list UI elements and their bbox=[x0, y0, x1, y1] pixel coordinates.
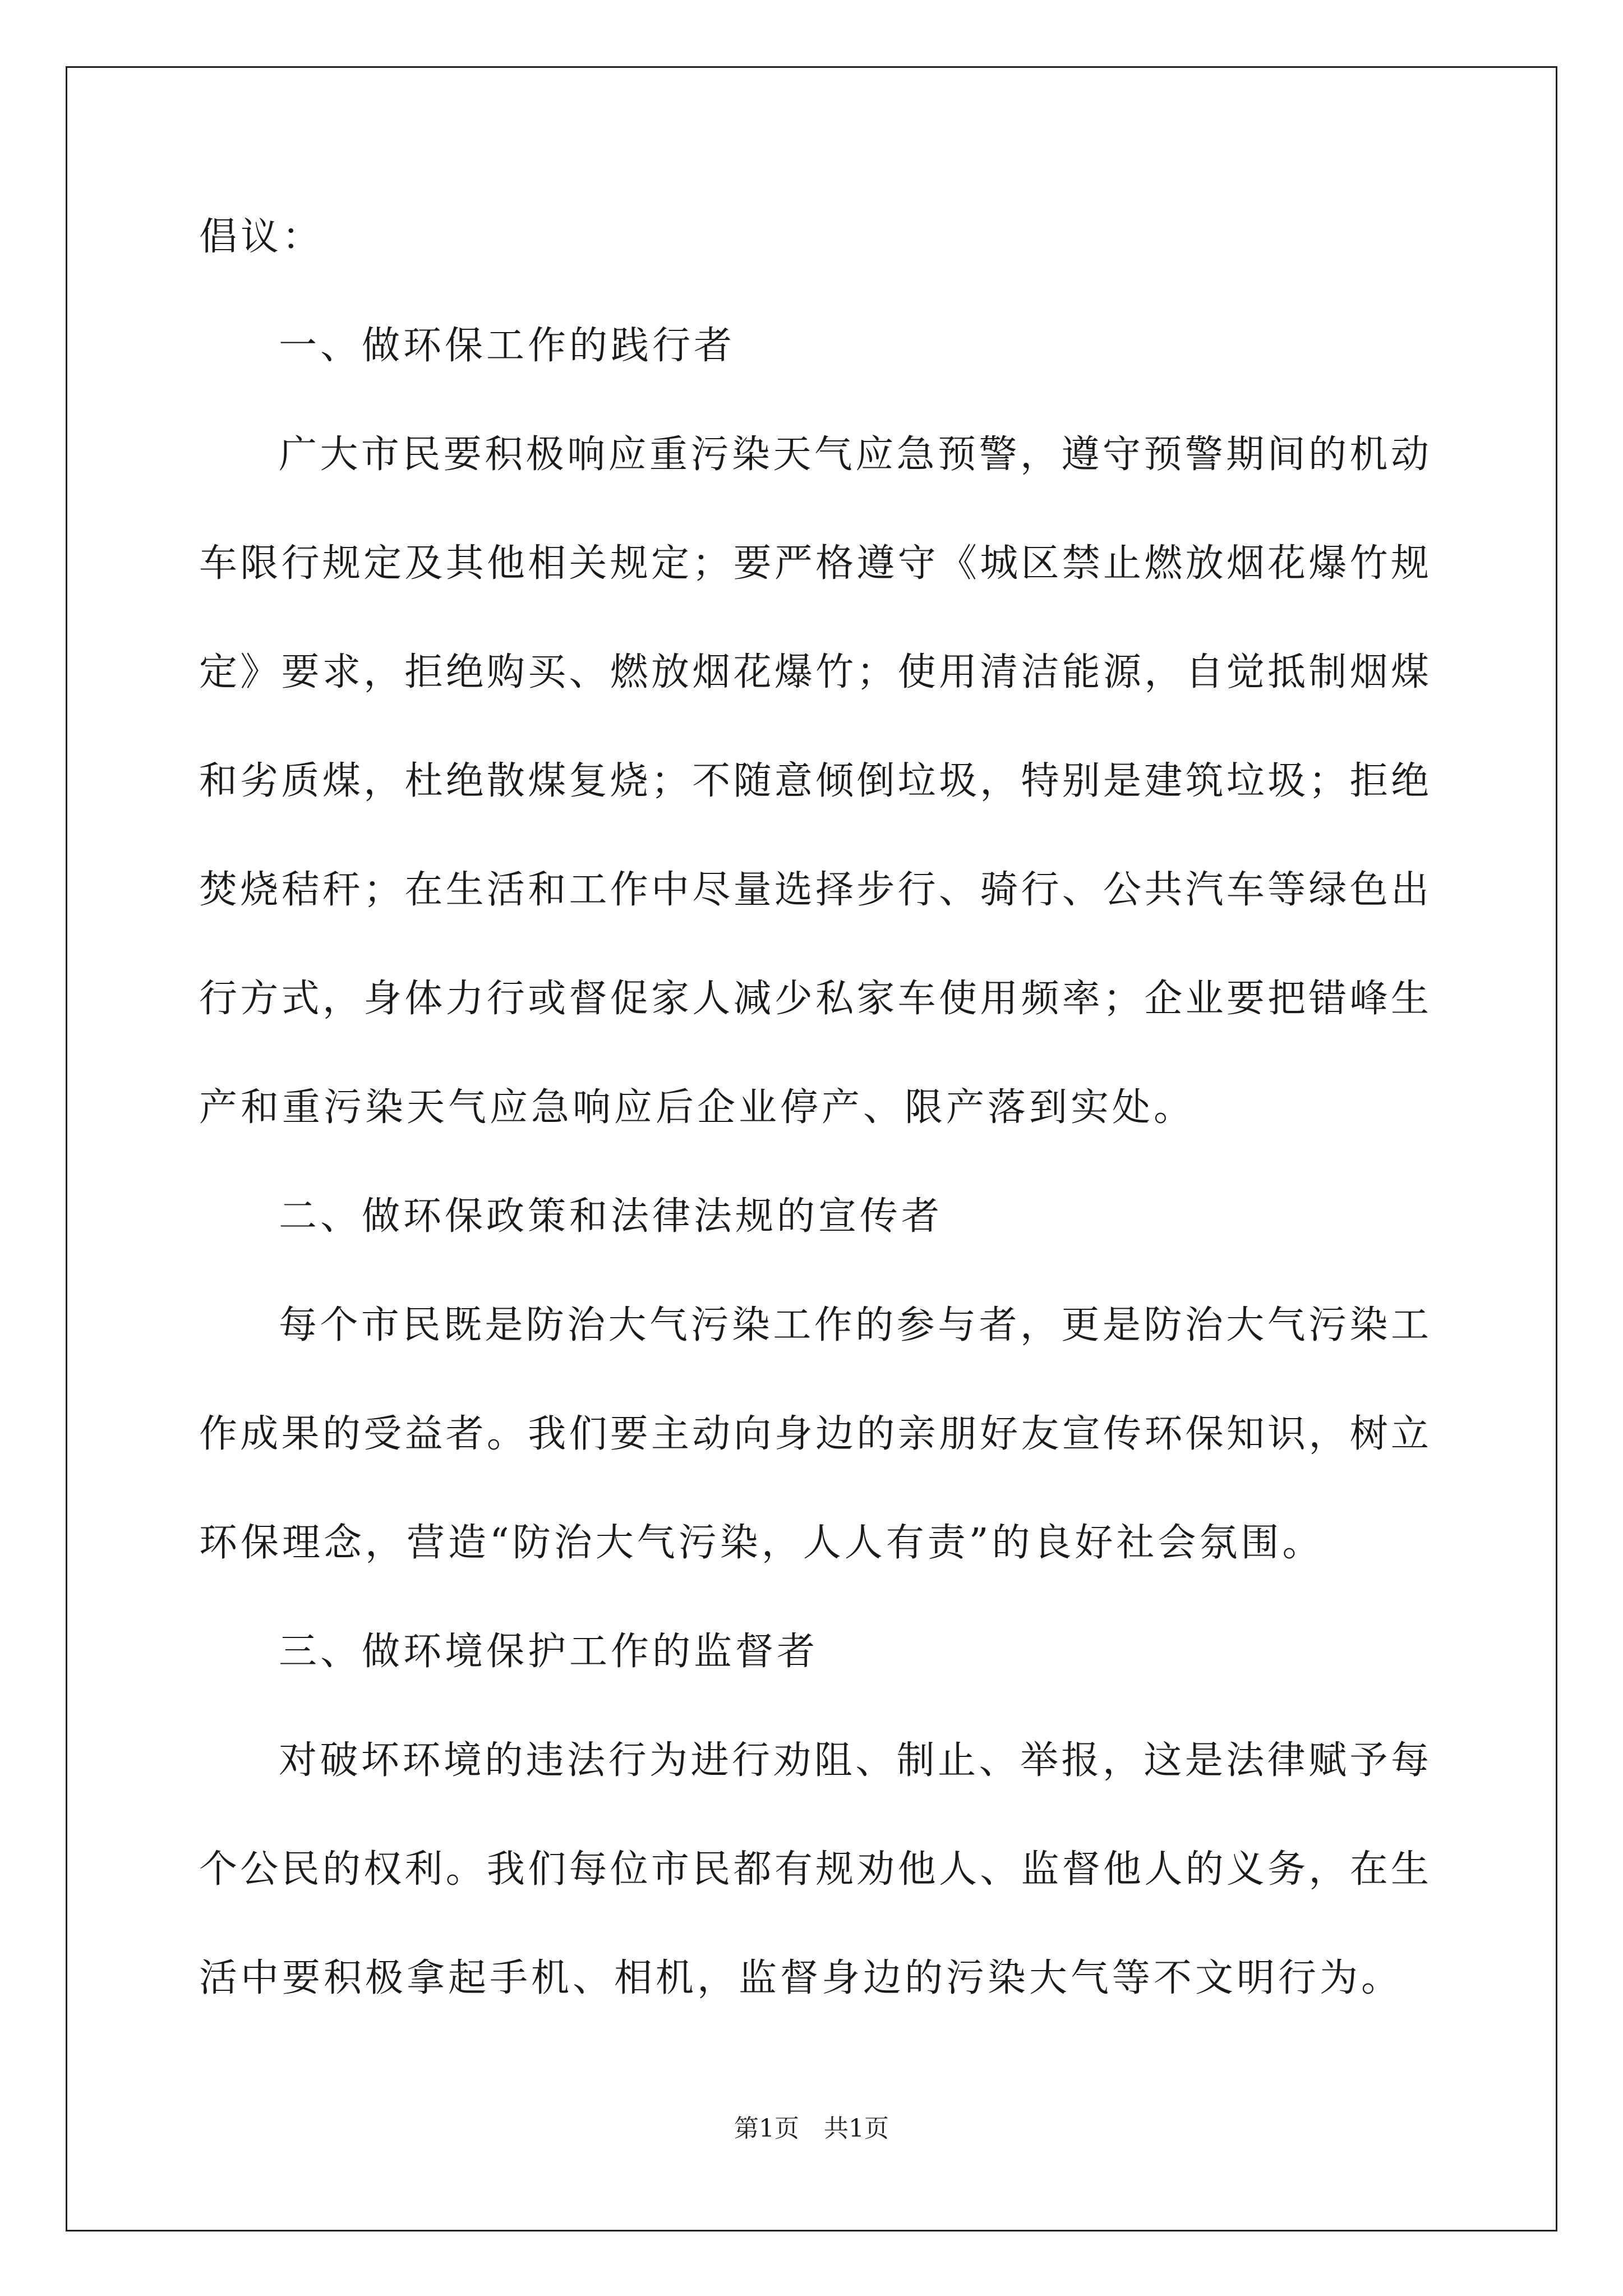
paragraph-1-line-6: 行方式，身体力行或督促家人减少私家车使用频率；企业要把错峰生 bbox=[199, 978, 1429, 1020]
paragraph-1-line-2: 车限行规定及其他相关规定；要严格遵守《城区禁止燃放烟花爆竹规 bbox=[199, 542, 1429, 585]
section-2-heading: 二、做环保政策和法律法规的宣传者 bbox=[279, 1194, 943, 1239]
paragraph-1-line-1: 广大市民要积极响应重污染天气应急预警，遵守预警期间的机动 bbox=[279, 434, 1429, 476]
paragraph-1-line-5: 焚烧秸秆；在生活和工作中尽量选择步行、骑行、公共汽车等绿色出 bbox=[199, 869, 1429, 912]
paragraph-2-line-1: 每个市民既是防治大气污染工作的参与者，更是防治大气污染工 bbox=[279, 1304, 1429, 1347]
paragraph-1-line-4: 和劣质煤，杜绝散煤复烧；不随意倾倒垃圾，特别是建筑垃圾；拒绝 bbox=[199, 760, 1429, 803]
page-number-footer: 第1页 共1页 bbox=[734, 2114, 889, 2143]
paragraph-2-line-3: 环保理念，营造“防治大气污染，人人有责”的良好社会氛围。 bbox=[199, 1521, 1324, 1565]
paragraph-3-line-1: 对破坏环境的违法行为进行劝阻、制止、举报，这是法律赋予每 bbox=[279, 1740, 1429, 1782]
paragraph-1-line-7: 产和重污染天气应急响应后企业停产、限产落到实处。 bbox=[199, 1085, 1196, 1130]
proposal-heading: 倡议： bbox=[199, 215, 324, 259]
paragraph-3-line-2: 个公民的权利。我们每位市民都有规劝他人、监督他人的义务，在生 bbox=[199, 1848, 1429, 1891]
section-3-heading: 三、做环境保护工作的监督者 bbox=[279, 1630, 819, 1674]
paragraph-2-line-2: 作成果的受益者。我们要主动向身边的亲朋好友宣传环保知识，树立 bbox=[199, 1413, 1429, 1456]
paragraph-1-line-3: 定》要求，拒绝购买、燃放烟花爆竹；使用清洁能源，自觉抵制烟煤 bbox=[199, 651, 1429, 694]
document-body bbox=[199, 216, 1429, 2066]
paragraph-3-line-3: 活中要积极拿起手机、相机，监督身边的污染大气等不文明行为。 bbox=[199, 1956, 1403, 2000]
section-1-heading: 一、做环保工作的践行者 bbox=[279, 324, 736, 368]
